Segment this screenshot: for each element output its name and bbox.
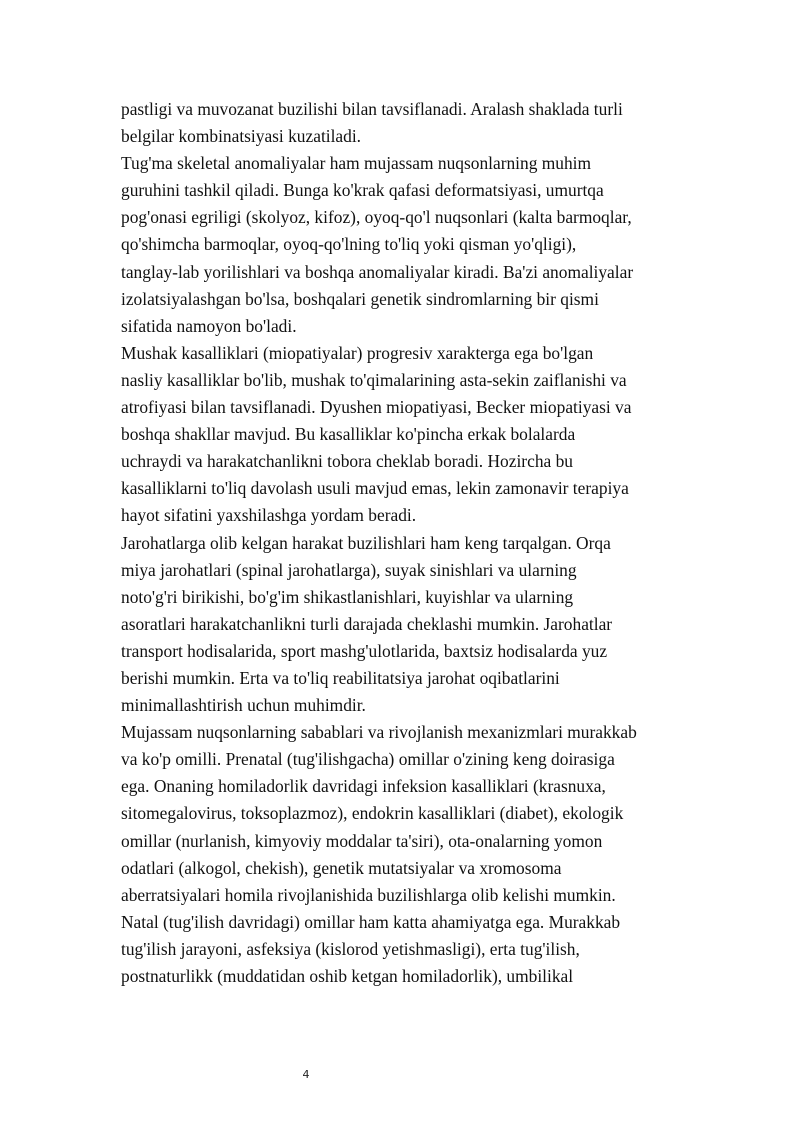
- text-line: ega. Onaning homiladorlik davridagi infeksion kasalliklari (krasnuxa,: [121, 776, 606, 797]
- text-line: sitomegalovirus, toksoplazmoz), endokrin kasalliklari (diabet), ekologik: [121, 803, 624, 824]
- text-line: miya jarohatlari (spinal jarohatlarga), suyak sinishlari va ularning: [121, 559, 577, 580]
- text-line: minimallashtirish uchun muhimdir.: [121, 695, 366, 716]
- text-line: belgilar kombinatsiyasi kuzatiladi.: [121, 126, 362, 147]
- text-line: boshqa shakllar mavjud. Bu kasalliklar ko'pincha erkak bolalarda: [121, 424, 576, 445]
- text-line: nasliy kasalliklar bo'lib, mushak to'qimalarining asta-sekin zaiflanishi va: [121, 369, 627, 390]
- text-line: aberratsiyalari homila rivojlanishida buzilishlarga olib kelishi mumkin.: [121, 884, 616, 905]
- text-line: Natal (tug'ilish davridagi) omillar ham katta ahamiyatga ega. Murakkab: [121, 911, 621, 932]
- text-line: tug'ilish jarayoni, asfeksiya (kislorod yetishmasligi), erta tug'ilish,: [121, 938, 580, 959]
- text-line: noto'g'ri birikishi, bo'g'im shikastlanishlari, kuyishlar va ularning: [121, 586, 574, 607]
- text-line: va ko'p omilli. Prenatal (tug'ilishgacha) omillar o'zining keng doirasiga: [121, 749, 615, 770]
- text-line: postnaturlikk (muddatidan oshib ketgan homiladorlik), umbilikal: [121, 966, 574, 986]
- text-line: omillar (nurlanish, kimyoviy moddalar ta'siri), ota-onalarning yomon: [121, 830, 603, 851]
- text-line: qo'shimcha barmoqlar, oyoq-qo'lning to'liq yoki qisman yo'qligi),: [121, 234, 577, 255]
- text-line: kasalliklarni to'liq davolash usuli mavjud emas, lekin zamonavir terapiya: [121, 478, 629, 499]
- text-line: tanglay-lab yorilishlari va boshqa anomaliyalar kiradi. Ba'zi anomaliyalar: [121, 261, 634, 282]
- text-line: pastligi va muvozanat buzilishi bilan tavsiflanadi. Aralash shaklada turli: [121, 99, 623, 119]
- text-line: asoratlari harakatchanlikni turli darajada cheklashi mumkin. Jarohatlar: [121, 613, 613, 634]
- text-line: transport hodisalarida, sport mashg'ulotlarida, baxtsiz hodisalarda yuz: [121, 640, 608, 661]
- text-line: izolatsiyalashgan bo'lsa, boshqalari genetik sindromlarning bir qismi: [121, 288, 599, 309]
- body-text: [121, 96, 701, 990]
- text-line: Mujassam nuqsonlarning sabablari va rivojlanish mexanizmlari murakkab: [121, 722, 637, 743]
- text-line: berishi mumkin. Erta va to'liq reabilitatsiya jarohat oqibatlarini: [121, 667, 560, 688]
- text-line: Mushak kasalliklari (miopatiyalar) progresiv xarakterga ega bo'lgan: [121, 342, 594, 363]
- text-line: hayot sifatini yaxshilashga yordam beradi.: [121, 505, 417, 526]
- text-line: Jarohatlarga olib kelgan harakat buzilishlari ham keng tarqalgan. Orqa: [121, 532, 611, 553]
- text-line: atrofiyasi bilan tavsiflanadi. Dyushen miopatiyasi, Becker miopatiyasi va: [121, 397, 632, 418]
- text-line: sifatida namoyon bo'ladi.: [121, 315, 297, 336]
- page-number: 4: [302, 1068, 310, 1081]
- text-line: odatlari (alkogol, chekish), genetik mutatsiyalar va xromosoma: [121, 857, 562, 878]
- text-line: guruhini tashkil qiladi. Bunga ko'krak qafasi deformatsiyasi, umurtqa: [121, 180, 604, 201]
- text-line: Tug'ma skeletal anomaliyalar ham mujassam nuqsonlarning muhim: [121, 153, 592, 174]
- text-line: uchraydi va harakatchanlikni tobora cheklab boradi. Hozircha bu: [121, 451, 573, 472]
- text-line: pog'onasi egriligi (skolyoz, kifoz), oyoq-qo'l nuqsonlari (kalta barmoqlar,: [121, 207, 632, 228]
